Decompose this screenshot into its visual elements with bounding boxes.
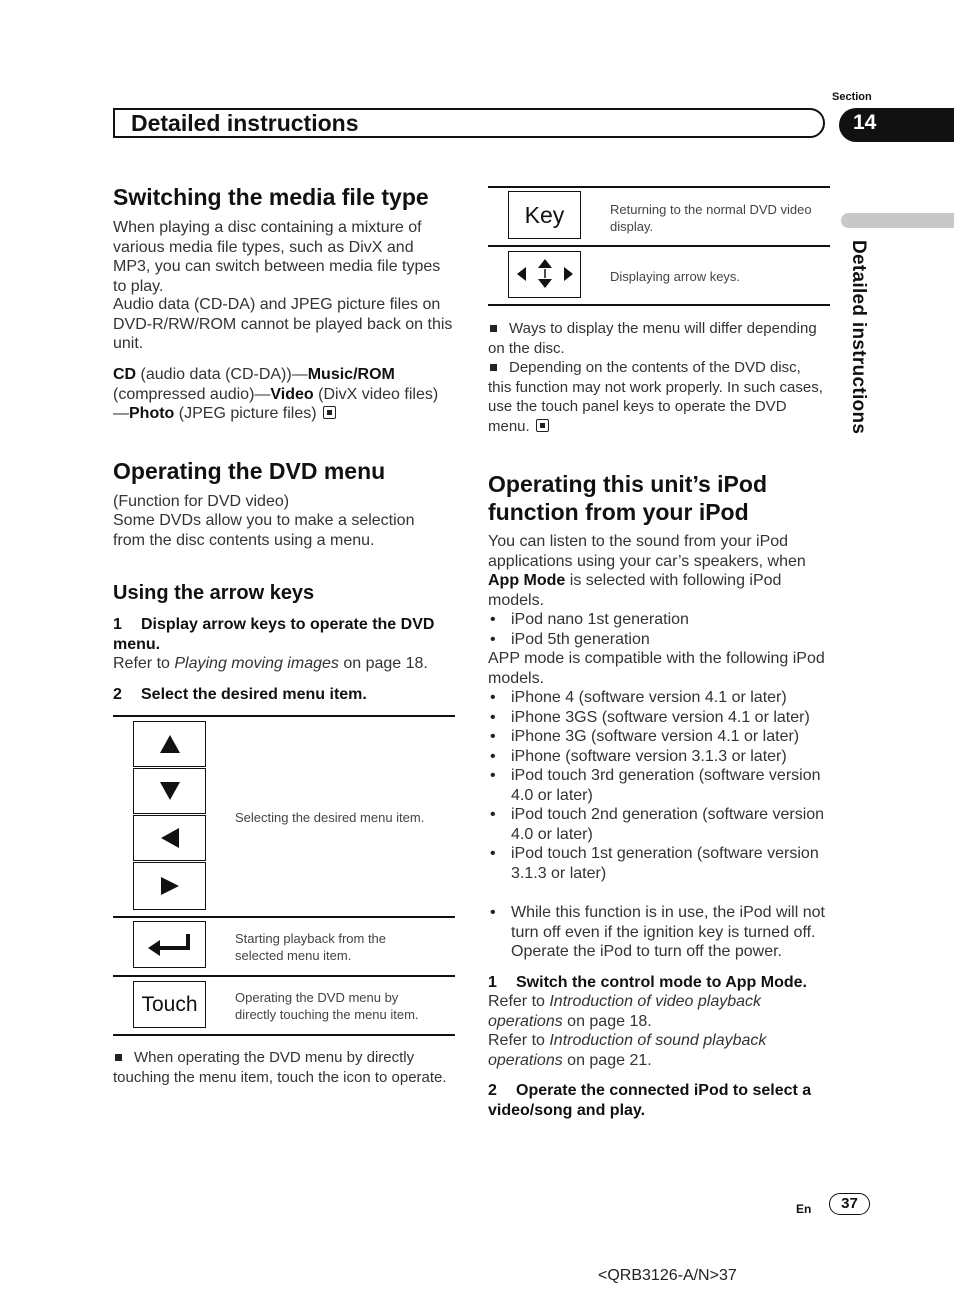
section-label: Section [832,91,872,103]
arrow-keys-button[interactable] [508,251,581,298]
list-item: • iPhone (software version 3.1.3 or later) [488,747,833,767]
enter-key[interactable] [133,921,206,968]
touch-key[interactable]: Touch [133,981,206,1028]
table-rule [113,975,455,977]
key-key[interactable]: Key [508,191,581,239]
triangle-right-icon [161,877,179,895]
list-item: • iPod nano 1st generation [488,610,828,630]
heading-dvd-menu: Operating the DVD menu [113,458,386,484]
row3-description: Operating the DVD menu by directly touching the menu item. [235,990,419,1022]
page-number: 37 [829,1193,870,1215]
switch-para-1: When playing a disc containing a mixture of various media file types, such as DivX and MP3, you can switch between media file types to play. [113,219,441,295]
triangle-left-icon [161,828,179,848]
right-note-1: Ways to display the menu will differ depending on the disc. [488,320,817,357]
app-compat-text: APP mode is compatible with the following iPod models. [488,650,825,687]
arrow-step-1-ref: Refer to Playing moving images on page 18. [113,655,428,672]
arrow-step-1: 1 Display arrow keys to operate the DVD menu. [113,616,435,653]
ipod-ref-1: Refer to Introduction of video playback operations on page 18. [488,993,762,1030]
table-rule [113,1034,455,1036]
list-item: • iPhone 3G (software version 4.1 or later) [488,727,833,747]
ipod-model-list [488,610,828,649]
table-rule [488,304,830,306]
row1-description: Selecting the desired menu item. [235,810,425,825]
table-rule [113,715,455,717]
ipod-ref-2: Refer to Introduction of sound playback operations on page 21. [488,1032,767,1069]
list-item: • iPod touch 1st generation (software version 3.1.3 or later) [488,844,833,883]
left-note: When operating the DVD menu by directly touching the menu item, touch the icon to operate. [113,1049,447,1086]
section-number-badge: 14 [839,108,954,142]
row2-description: Starting playback from the selected menu item. [235,931,387,963]
heading-arrow-keys: Using the arrow keys [113,582,315,604]
table-rule [488,186,830,188]
right-arrow-key[interactable] [133,862,206,910]
note-bullet-icon [115,1054,122,1061]
end-mark-icon [536,419,549,432]
heading-switching-media: Switching the media file type [113,184,429,210]
list-item: • iPhone 4 (software version 4.1 or later) [488,688,833,708]
side-tab [841,213,954,228]
list-item: • iPhone 3GS (software version 4.1 or later) [488,708,833,728]
triangle-down-icon [160,782,180,800]
ipod-step-1: 1 Switch the control mode to App Mode. [488,974,807,991]
dvd-menu-para-1: (Function for DVD video) [113,493,290,510]
triangle-up-icon [160,735,180,753]
table-rule [113,916,455,918]
ipod-step-2: 2 Operate the connected iPod to select a video/song and play. [488,1082,812,1119]
list-item: • iPod touch 3rd generation (software version 4.0 or later) [488,766,833,805]
right-note-2: Depending on the contents of the DVD disc, this function may not work properly. In such cases, use the touch panel keys to operate the DVD menu. [488,359,823,435]
left-arrow-key[interactable] [133,815,206,861]
switch-para-2: Audio data (CD-DA) and JPEG picture files on DVD-R/RW/ROM cannot be played back on this unit. [113,296,453,352]
language-label: En [796,1202,812,1216]
page-title: Detailed instructions [131,110,359,136]
list-item: • While this function is in use, the iPod will not turn off even if the ignition key is turned off. Operate the iPod to turn off the power. [488,903,833,962]
end-mark-icon [323,406,336,419]
table-rule [488,245,830,247]
side-tab-label: Detailed instructions [848,240,869,435]
dvd-menu-para-2: Some DVDs allow you to make a selection from the disc contents using a menu. [113,512,415,549]
enter-arrow-icon [146,932,194,958]
arrow-step-2: 2 Select the desired menu item. [113,686,367,703]
note-bullet-icon [490,364,497,371]
right-row1-description: Returning to the normal DVD video display. [610,202,812,234]
note-bullet-icon [490,325,497,332]
four-arrows-icon [515,259,575,291]
right-row2-description: Displaying arrow keys. [610,269,741,284]
list-item: • iPod 5th generation [488,630,828,650]
app-model-list [488,688,833,883]
down-arrow-key[interactable] [133,768,206,814]
media-cycle: CD (audio data (CD-DA))—Music/ROM (compressed audio)—Video (DivX video files)—Photo (JPEG picture files) [113,366,439,422]
ipod-intro: You can listen to the sound from your iPod applications using your car’s speakers, when App Mode is selected with following iPod models. [488,533,806,609]
up-arrow-key[interactable] [133,721,206,767]
list-item: • iPod touch 2nd generation (software version 4.0 or later) [488,805,833,844]
heading-ipod-line-1: Operating this unit’s iPod [488,471,767,497]
heading-ipod-line-2: function from your iPod [488,499,749,525]
caution-list [488,903,833,962]
document-code: <QRB3126-A/N>37 [598,1267,737,1284]
